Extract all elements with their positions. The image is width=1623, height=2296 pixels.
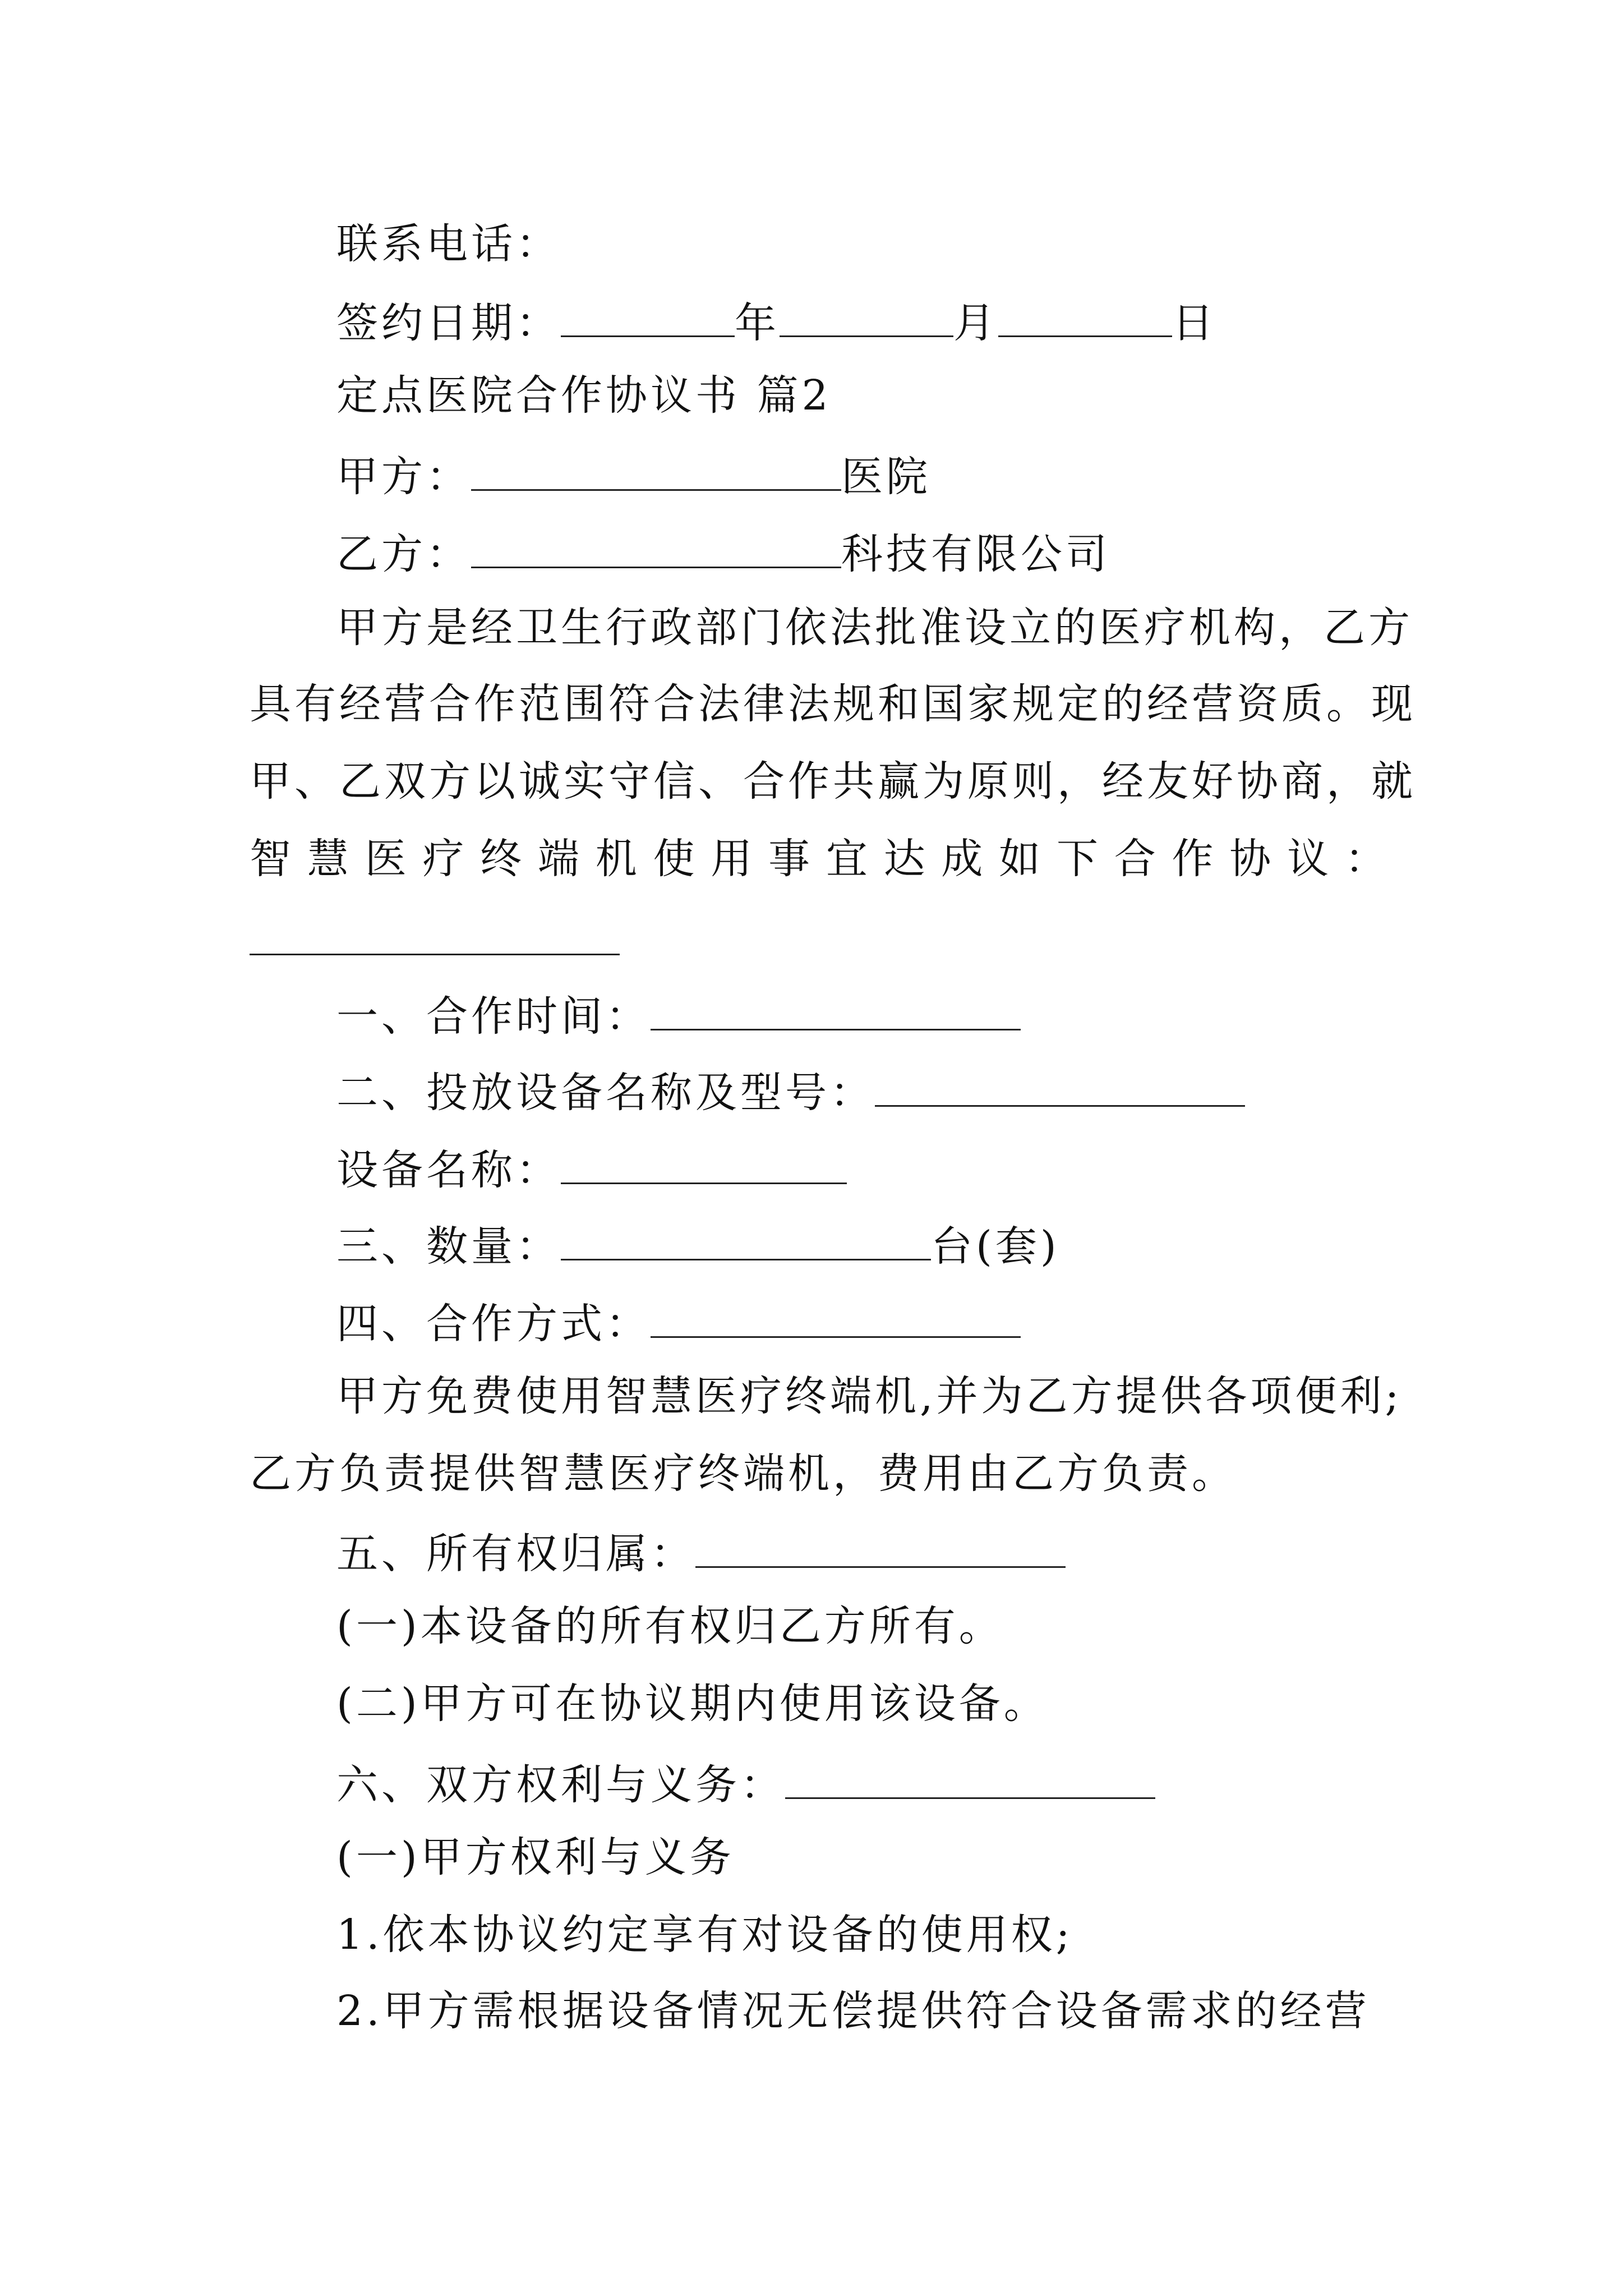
- party-a-suffix: 医院: [841, 453, 931, 501]
- day-blank: [998, 298, 1172, 337]
- rights-a-text-2: 2.甲方需根据设备情况无偿提供符合设备需求的经营: [336, 1987, 1370, 2035]
- intro-char: 端: [537, 835, 583, 883]
- intro-char: 作: [1172, 835, 1217, 883]
- intro-char: 机: [595, 835, 640, 883]
- mode-line-2: [250, 1450, 1237, 1498]
- rights-a-text: (一)甲方权利与义务: [336, 1833, 735, 1881]
- party-b-line: [336, 530, 1110, 578]
- cooperation-mode-line: [336, 1299, 1021, 1348]
- equipment-model-label: 二、投放设备名称及型号：: [336, 1069, 875, 1117]
- intro-char: 达: [883, 835, 929, 883]
- ownership-label: 五、所有权归属：: [336, 1530, 695, 1578]
- intro-char: 宜: [826, 835, 871, 883]
- equipment-name-blank: [561, 1145, 847, 1184]
- intro-text-3: 甲、乙双方以诚实守信、合作共赢为原则，经友好协商，就: [250, 757, 1416, 806]
- day-label: 日: [1172, 299, 1217, 347]
- party-a-label: 甲方：: [336, 453, 471, 501]
- equipment-name-line: [336, 1145, 847, 1194]
- rights-blank: [785, 1760, 1155, 1799]
- rights-a-heading: [336, 1833, 735, 1881]
- ownership-line: [336, 1529, 1066, 1578]
- ownership-blank: [695, 1529, 1066, 1568]
- cooperation-mode-label: 四、合作方式：: [336, 1300, 651, 1348]
- intro-char: 医: [365, 835, 410, 883]
- rights-a-item-2: [336, 1987, 1370, 2035]
- cooperation-time-label: 一、合作时间：: [336, 992, 651, 1041]
- intro-char: 成: [941, 835, 986, 883]
- rights-a-item-1: [336, 1911, 1073, 1959]
- quantity-unit: 台(套): [931, 1222, 1060, 1271]
- mode-text-1: 甲方免费使用智慧医疗终端机,并为乙方提供各项便利;: [336, 1372, 1403, 1420]
- ownership-item-1: [336, 1602, 1004, 1650]
- intro-char: 事: [768, 835, 814, 883]
- rights-label: 六、双方权利与义务：: [336, 1761, 785, 1809]
- contact-phone-line: [336, 220, 561, 268]
- mode-text-2: 乙方负责提供智慧医疗终端机，费用由乙方负责。: [250, 1450, 1237, 1498]
- intro-char: 终: [480, 835, 525, 883]
- year-blank: [561, 298, 735, 337]
- equipment-model-line: [336, 1068, 1245, 1117]
- contact-phone-label: 联系电话：: [336, 220, 561, 268]
- intro-char: ：: [1344, 835, 1390, 883]
- intro-char: 慧: [307, 835, 352, 883]
- month-label: 月: [953, 299, 998, 347]
- cooperation-time-blank: [651, 992, 1021, 1030]
- party-b-blank: [471, 530, 841, 568]
- intro-char: 智: [250, 835, 294, 883]
- ownership-item-2: [336, 1680, 1049, 1728]
- intro-line-3: [250, 757, 1416, 806]
- quantity-label: 三、数量：: [336, 1222, 561, 1271]
- sign-date-line: [336, 298, 1217, 347]
- section-title: [336, 371, 832, 420]
- section-title-text: 定点医院合作协议书 篇2: [336, 371, 832, 420]
- intro-text-1: 甲方是经卫生行政部门依法批准设立的医疗机构，乙方: [336, 604, 1413, 652]
- party-a-blank: [471, 452, 841, 491]
- quantity-blank: [561, 1222, 931, 1260]
- quantity-line: [336, 1222, 1060, 1271]
- intro-char: 用: [711, 835, 756, 883]
- party-b-label: 乙方：: [336, 530, 471, 578]
- intro-line-1: [336, 604, 1413, 652]
- intro-char: 议: [1287, 835, 1332, 883]
- sign-date-label: 签约日期：: [336, 299, 561, 347]
- ownership-text-1: (一)本设备的所有权归乙方所有。: [336, 1602, 1004, 1650]
- cooperation-mode-blank: [651, 1299, 1021, 1338]
- intro-char: 协: [1229, 835, 1275, 883]
- intro-line-2: [250, 680, 1416, 728]
- intro-char: 下: [1056, 835, 1101, 883]
- intro-char: 合: [1114, 835, 1159, 883]
- intro-char: 疗: [422, 835, 468, 883]
- intro-line-4: [250, 835, 1390, 883]
- intro-char: 使: [653, 835, 698, 883]
- equipment-model-blank: [875, 1068, 1245, 1107]
- party-a-line: [336, 452, 931, 501]
- ownership-text-2: (二)甲方可在协议期内使用该设备。: [336, 1680, 1049, 1728]
- intro-blank: [250, 954, 620, 955]
- intro-char: 如: [999, 835, 1044, 883]
- month-blank: [780, 298, 953, 337]
- intro-text-2: 具有经营合作范围符合法律法规和国家规定的经营资质。现: [250, 680, 1416, 728]
- mode-line-1: [336, 1372, 1403, 1420]
- party-b-suffix: 科技有限公司: [841, 530, 1110, 578]
- rights-a-text-1: 1.依本协议约定享有对设备的使用权;: [336, 1911, 1073, 1959]
- year-label: 年: [735, 299, 780, 347]
- equipment-name-label: 设备名称：: [336, 1146, 561, 1194]
- cooperation-time-line: [336, 992, 1021, 1041]
- rights-line: [336, 1760, 1155, 1809]
